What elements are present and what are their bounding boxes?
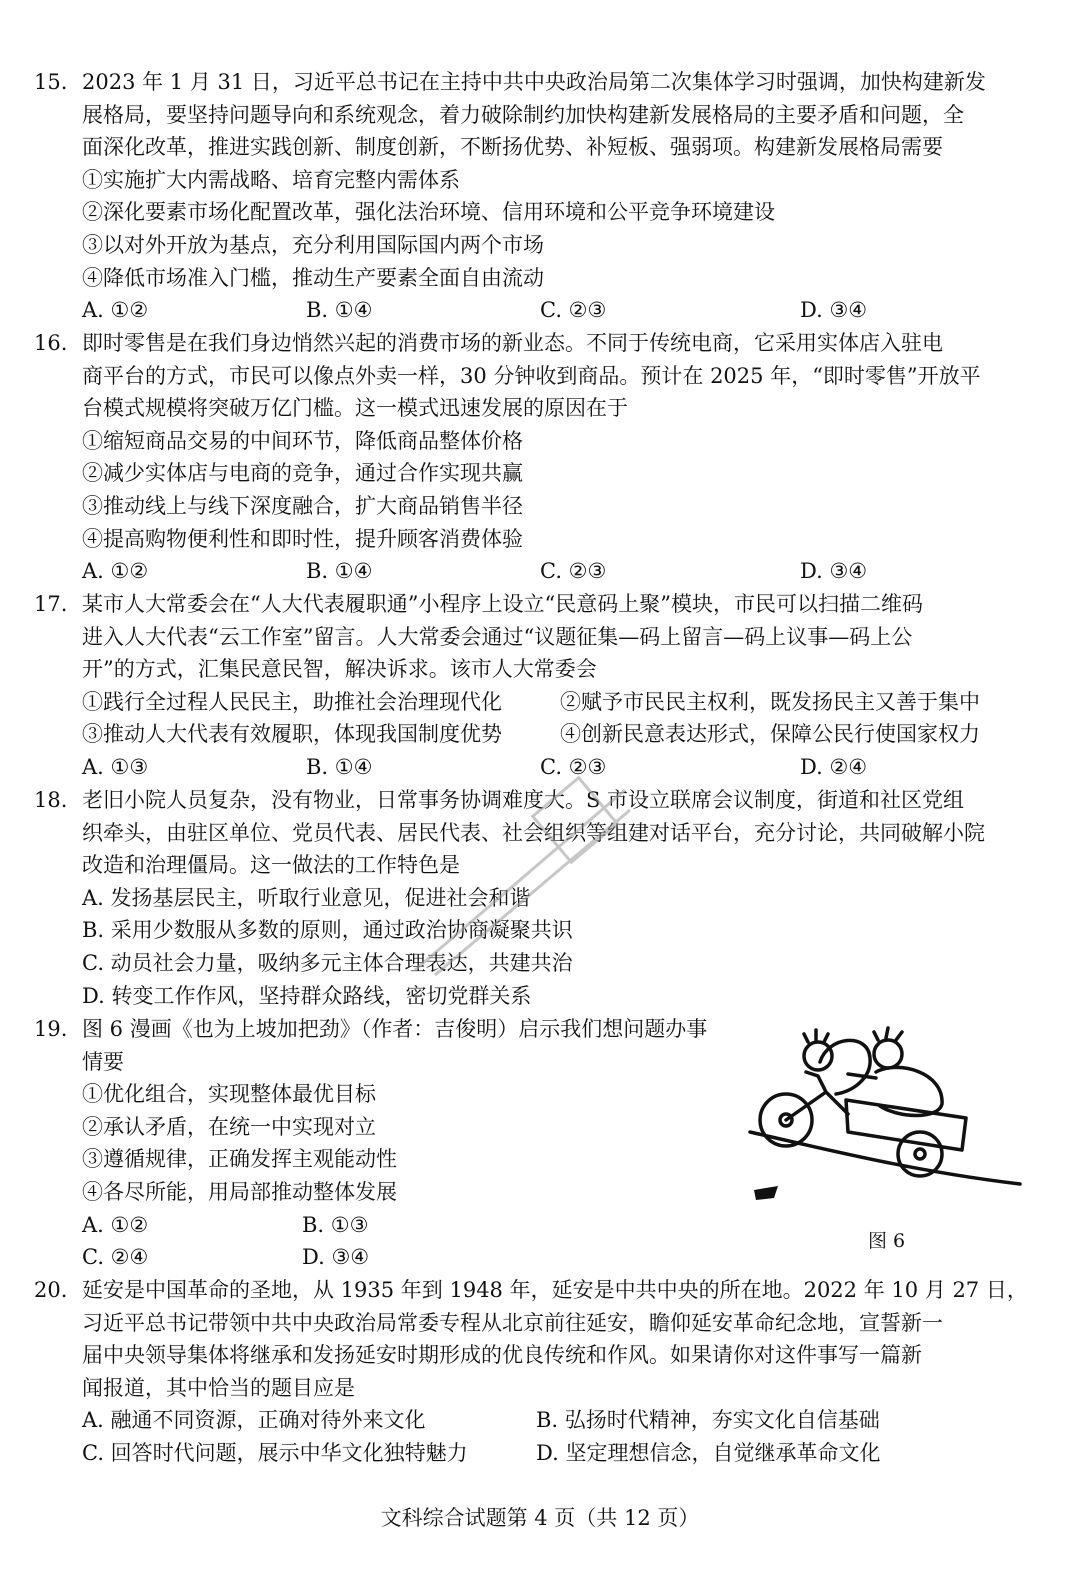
answer-options: [34, 555, 1044, 588]
question-stem-line: 17. 某市人大常委会在“人大代表履职通”小程序上设立“民意码上聚”模块，市民可以扫描二维码: [34, 588, 1044, 621]
statement-item: ④降低市场准入门槛，推动生产要素全面自由流动: [82, 265, 544, 290]
option-d[interactable]: D. ③④: [800, 559, 868, 584]
statement-row: [34, 718, 1044, 751]
statement-item: ①践行全过程人民民主，助推社会治理现代化: [82, 689, 502, 714]
question-number: 19.: [34, 1017, 68, 1041]
statement-item: ①缩短商品交易的中间环节，降低商品整体价格: [82, 428, 523, 453]
option-c[interactable]: C. ②③: [540, 559, 607, 584]
question-stem-line: 15. 2023 年 1 月 31 日，习近平总书记在主持中共中央政治局第二次集体学习时强调，加快构建新发: [34, 66, 1044, 99]
question-stem-line: 20. 延安是中国革命的圣地，从 1935 年到 1948 年，延安是中共中央的所在地。2022 年 10 月 27 日，: [34, 1274, 1044, 1307]
question-stem-line: 展格局，要坚持问题导向和系统观念，着力破除制约加快构建新发展格局的主要矛盾和问题，全: [82, 102, 964, 127]
question-17: [34, 588, 1044, 784]
answer-options: [34, 294, 1044, 327]
question-stem-line: 面深化改革，推进实践创新、制度创新，不断扬优势、补短板、强弱项。构建新发展格局需要: [82, 135, 943, 160]
question-stem-line: 届中央领导集体将继承和发扬延安时期形成的优良传统和作风。如果请你对这件事写一篇新: [82, 1343, 922, 1368]
statement-item: ②深化要素市场化配置改革，强化法治环境、信用环境和公平竞争环境建设: [82, 200, 775, 225]
question-stem-line: 进入人大代表“云工作室”留言。人大常委会通过“议题征集—码上留言—码上议事—码上公: [82, 624, 913, 649]
option-c[interactable]: C. 动员社会力量，吸纳多元主体合理表达，共建共治: [82, 950, 573, 975]
option-a[interactable]: A. 发扬基层民主，听取行业意见，促进社会和谐: [82, 885, 531, 910]
question-stem-line: 商平台的方式，市民可以像点外卖一样，30 分钟收到商品。预计在 2025 年，“即时零售”开放平: [82, 363, 981, 388]
option-a[interactable]: A. ①③: [82, 754, 149, 779]
question-number: 18.: [34, 788, 68, 812]
question-stem-line: 19. 图 6 漫画《也为上坡加把劲》（作者：吉俊明）启示我们想问题办事: [34, 1013, 754, 1046]
option-c[interactable]: C. ②③: [540, 298, 607, 323]
question-stem-line: 16. 即时零售是在我们身边悄然兴起的消费市场的新业态。不同于传统电商，它采用实体店入驻电: [34, 327, 1044, 360]
option-c[interactable]: C. ②③: [540, 754, 607, 779]
statement-item: ②承认矛盾，在统一中实现对立: [82, 1114, 376, 1139]
answer-options-row: [34, 1241, 754, 1274]
option-c[interactable]: C. ②④: [82, 1245, 149, 1270]
question-15: [34, 66, 1044, 327]
option-a[interactable]: A. ①②: [82, 1212, 149, 1237]
cart-box: [846, 1100, 966, 1150]
cartoon-figure: [748, 1022, 1028, 1212]
question-20: [34, 1274, 1044, 1470]
answer-options-row: [34, 1209, 754, 1242]
question-19: [34, 1013, 754, 1274]
statement-item: ①实施扩大内需战略、培育完整内需体系: [82, 167, 460, 192]
option-d[interactable]: D. 转变工作作风，坚持群众路线，密切党群关系: [82, 983, 532, 1008]
statement-row: [34, 686, 1044, 719]
figure-caption: 图 6: [868, 1230, 906, 1252]
option-d[interactable]: D. ③④: [800, 298, 868, 323]
statement-item: ④创新民意表达形式，保障公民行使国家权力: [560, 722, 980, 747]
answer-options-row: [34, 1404, 1044, 1437]
option-c[interactable]: C. 回答时代问题，展示中华文化独特魅力: [82, 1440, 468, 1465]
option-b[interactable]: B. 弘扬时代精神，夯实文化自信基础: [536, 1408, 880, 1433]
question-stem-line: 开”的方式，汇集民意民智，解决诉求。该市人大常委会: [82, 657, 597, 682]
option-d[interactable]: D. 坚定理想信念，自觉继承革命文化: [536, 1440, 881, 1465]
option-b[interactable]: B. ①③: [302, 1212, 369, 1237]
slope-line: [750, 1132, 1020, 1184]
question-stem-line: 台模式规模将突破万亿门槛。这一模式迅速发展的原因在于: [82, 396, 628, 421]
statement-item: ②赋予市民民主权利，既发扬民主又善于集中: [560, 689, 980, 714]
question-number: 17.: [34, 592, 68, 616]
question-stem-line: 闻报道，其中恰当的题目应是: [82, 1375, 355, 1400]
statement-item: ③推动人大代表有效履职，体现我国制度优势: [82, 722, 502, 747]
statement-item: ①优化组合，实现整体最优目标: [82, 1082, 376, 1107]
question-stem-line: 织牵头，由驻区单位、党员代表、居民代表、社会组织等组建对话平台，充分讨论，共同破解小院: [82, 820, 985, 845]
question-stem-line: 改造和治理僵局。这一做法的工作特色是: [82, 853, 460, 878]
question-18: [34, 784, 1044, 1012]
statement-item: ③遵循规律，正确发挥主观能动性: [82, 1147, 397, 1172]
question-stem-line: 情要: [82, 1049, 124, 1074]
option-a[interactable]: A. ①②: [82, 559, 149, 584]
statement-item: ④提高购物便利性和即时性，提升顾客消费体验: [82, 526, 523, 551]
question-stem-line: 习近平总书记带领中共中央政治局常委专程从北京前往延安，瞻仰延安革命纪念地，宣誓新一: [82, 1310, 943, 1335]
option-a[interactable]: A. ①②: [82, 298, 149, 323]
artist-mark: [754, 1186, 778, 1200]
question-16: [34, 327, 1044, 588]
option-d[interactable]: D. ②④: [800, 754, 868, 779]
option-b[interactable]: B. ①④: [306, 559, 373, 584]
question-number: 20.: [34, 1278, 68, 1302]
question-stem-line: 18. 老旧小院人员复杂，没有物业，日常事务协调难度大。S 市设立联席会议制度，街道和社区党组: [34, 784, 1044, 817]
page-footer: 文科综合试题第 4 页（共 12 页）: [380, 1506, 700, 1530]
answer-options-row: [34, 1437, 1044, 1470]
question-number: 16.: [34, 331, 68, 355]
option-a[interactable]: A. 融通不同资源，正确对待外来文化: [82, 1408, 426, 1433]
statement-item: ④各尽所能，用局部推动整体发展: [82, 1179, 397, 1204]
statement-item: ②减少实体店与电商的竞争，通过合作实现共赢: [82, 461, 523, 486]
option-d[interactable]: D. ③④: [302, 1245, 370, 1270]
option-b[interactable]: B. ①④: [306, 754, 373, 779]
answer-options: [34, 751, 1044, 784]
question-number: 15.: [34, 70, 68, 94]
statement-item: ③推动线上与线下深度融合，扩大商品销售半径: [82, 493, 523, 518]
option-b[interactable]: B. 采用少数服从多数的原则，通过政治协商凝聚共识: [82, 918, 573, 943]
statement-item: ③以对外开放为基点，充分利用国际国内两个市场: [82, 232, 544, 257]
option-b[interactable]: B. ①④: [306, 298, 373, 323]
